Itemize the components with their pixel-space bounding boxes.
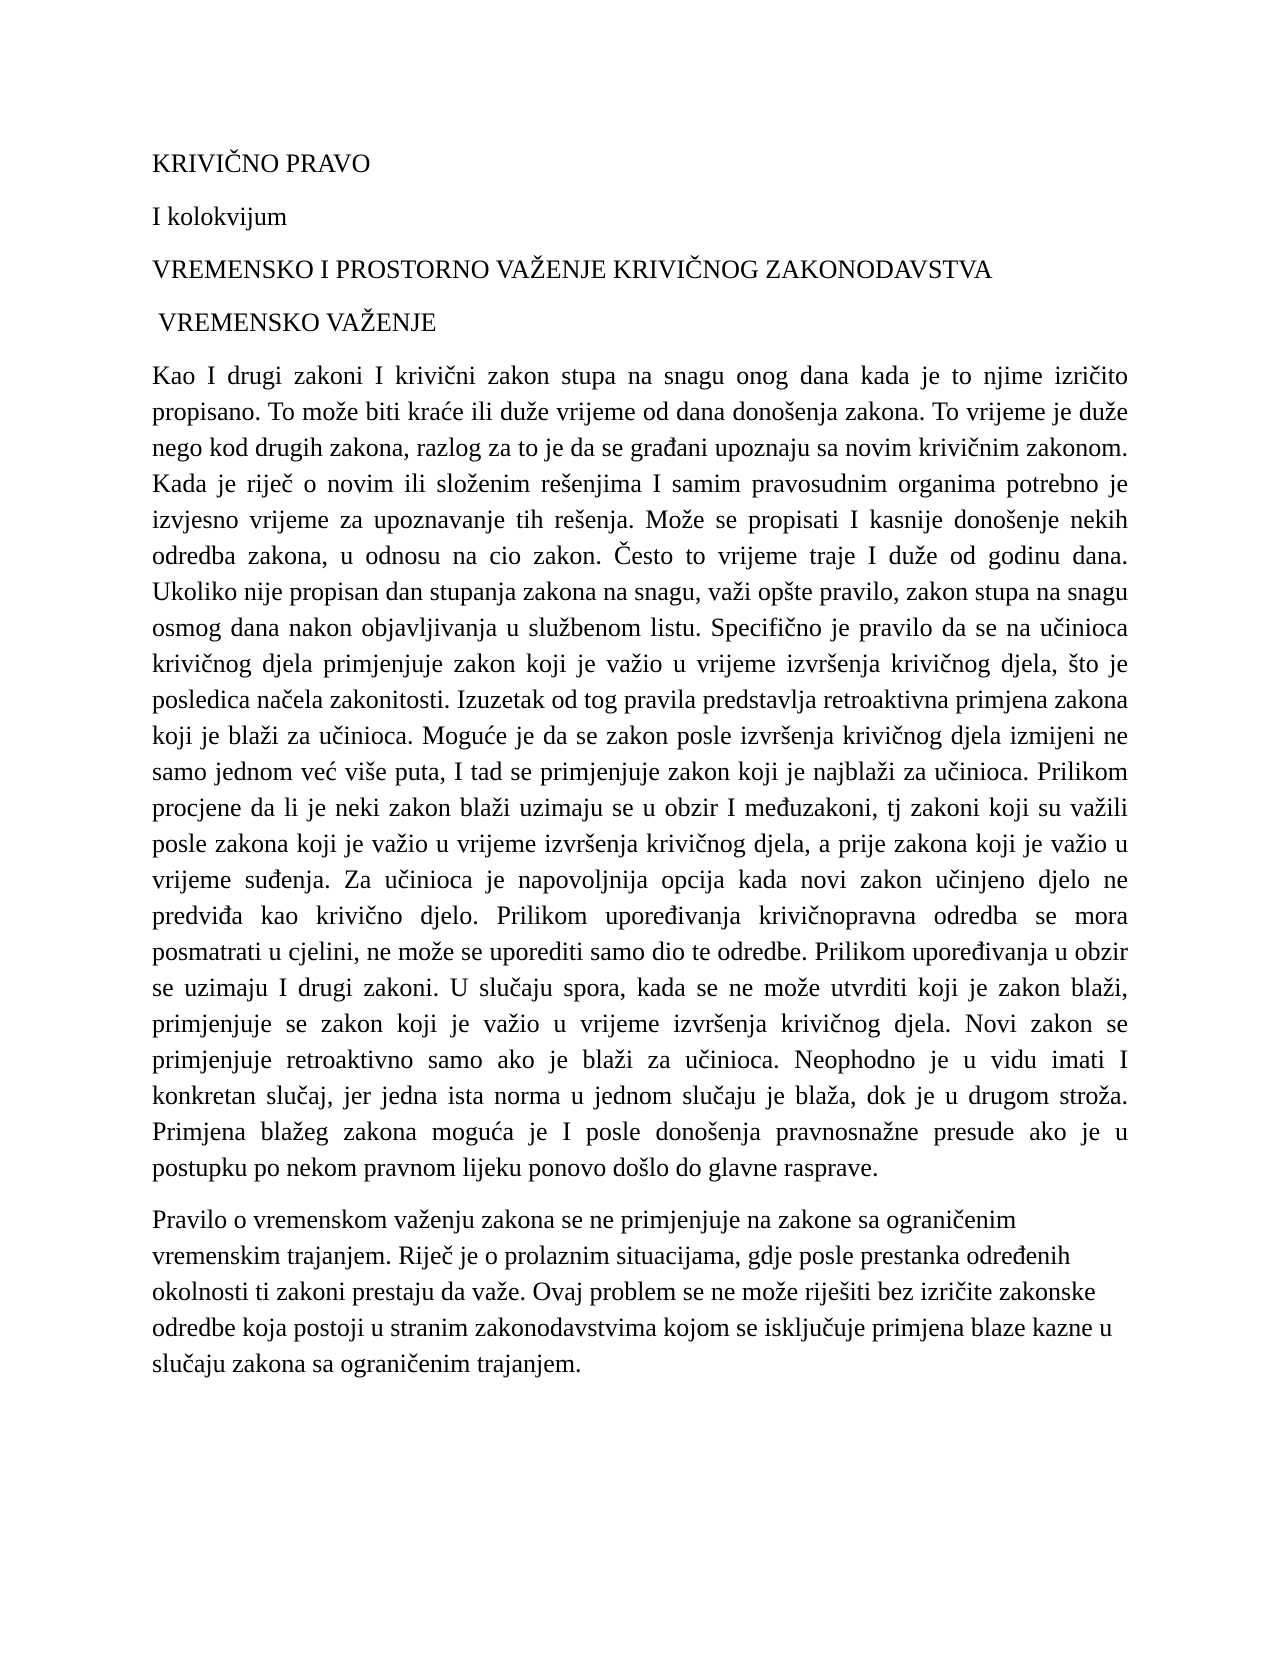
document-page: [152, 146, 1128, 1398]
body-paragraph-1: Kao I drugi zakoni I krivični zakon stupa na snagu onog dana kada je to njime izričito propisano. To može biti kraće ili duže vrijeme od dana donošenja zakona. To vrijeme je duže nego kod drugih zakona, razlog za to je da se građani upoznaju sa novim krivičnim zakonom. Kada je riječ o novim ili složenim rešenjima I samim pravosudnim organima potrebno je izvjesno vrijeme za upoznavanje tih rešenja. Može se propisati I kasnije donošenje nekih odredba zakona, u odnosu na cio zakon. Često to vrijeme traje I duže od godinu dana. Ukoliko nije propisan dan stupanja zakona na snagu, važi opšte pravilo, zakon stupa na snagu osmog dana nakon objavljivanja u službenom listu. Specifično je pravilo da se na učinioca krivičnog djela primjenjuje zakon koji je važio u vrijeme izvršenja krivičnog djela, što je posledica načela zakonitosti. Izuzetak od tog pravila predstavlja retroaktivna primjena zakona koji je blaži za učinioca. Moguće je da se zakon posle izvršenja krivičnog djela izmijeni ne samo jednom već više puta, I tad se primjenjuje zakon koji je najblaži za učinioca. Prilikom procjene da li je neki zakon blaži uzimaju se u obzir I međuzakoni, tj zakoni koji su važili posle zakona koji je važio u vrijeme izvršenja krivičnog djela, a prije zakona koji je važio u vrijeme suđenja. Za učinioca je napovoljnija opcija kada novi zakon učinjeno djelo ne predviđa kao krivično djelo. Prilikom upoređivanja krivičnopravna odredba se mora posmatrati u cjelini, ne može se uporediti samo dio te odredbe. Prilikom upoređivanja u obzir se uzimaju I drugi zakoni. U slučaju spora, kada se ne može utvrditi koji je zakon blaži, primjenjuje se zakon koji je važio u vrijeme izvršenja krivičnog djela. Novi zakon se primjenjuje retroaktivno samo ako je blaži za učinioca. Neophodno je u vidu imati I konkretan slučaj, jer jedna ista norma u jednom slučaju je blaža, dok je u drugom stroža. Primjena blažeg zakona moguća je I posle donošenja pravnosnažne presude ako je u postupku po nekom pravnom lijeku ponovo došlo do glavne rasprave.: [152, 361, 1128, 1182]
chapter-title: VREMENSKO I PROSTORNO VAŽENJE KRIVIČNOG ZAKONODAVSTVA: [152, 255, 993, 284]
section-title: VREMENSKO VAŽENJE: [158, 308, 437, 337]
body-paragraph-2: Pravilo o vremenskom važenju zakona se ne primjenjuje na zakone sa ograničenim vremenskim trajanjem. Riječ je o prolaznim situacijama, gdje posle prestanka određenih okolnosti ti zakoni prestaju da važe. Ovaj problem se ne može riješiti bez izričite zakonske odredbe koja postoji u stranim zakonodavstvima kojom se isključuje primjena blaze kazne u slučaju zakona sa ograničenim trajanjem.: [152, 1205, 1113, 1378]
course-title: KRIVIČNO PRAVO: [152, 149, 371, 178]
exam-title: I kolokvijum: [152, 202, 288, 231]
